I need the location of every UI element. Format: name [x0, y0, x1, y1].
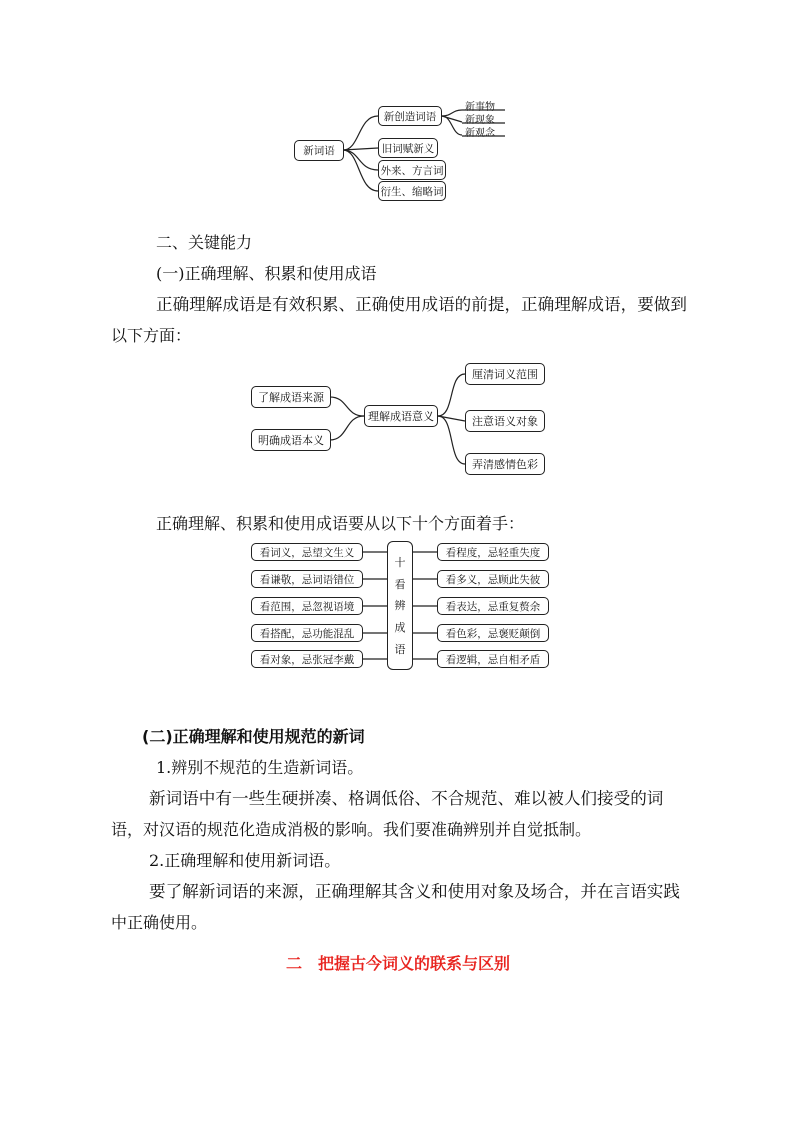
paragraph-usage-line2: 中正确使用。 [111, 913, 208, 932]
diagram3-center-char: 语 [394, 643, 406, 657]
diagram1-sub: 新观念 [465, 128, 495, 139]
subheading-new-words: (二)正确理解和使用规范的新词 [142, 727, 365, 746]
diagram3-left-item: 看词义，忌望文生义 [251, 543, 363, 561]
diagram1-sub: 新事物 [465, 102, 495, 113]
diagram3-left-item: 看范围，忌忽视语境 [251, 597, 363, 615]
diagram3-center-char: 辨 [394, 599, 406, 613]
diagram3-right-item: 看色彩，忌褒贬颠倒 [437, 624, 549, 642]
paragraph-usage-line1: 要了解新词语的来源，正确理解其含义和使用对象及场合，并在言语实践 [149, 882, 680, 901]
list-item-2: 2.正确理解和使用新词语。 [149, 851, 341, 870]
diagram2-right: 注意语义对象 [465, 410, 545, 432]
diagram3-right-item: 看表达，忌重复赘余 [437, 597, 549, 615]
diagram1-branch: 衍生、缩略词 [378, 181, 446, 201]
diagram2-left: 了解成语来源 [251, 386, 331, 408]
subheading-idioms: (一)正确理解、积累和使用成语 [156, 264, 377, 283]
paragraph-new-words-line1: 新词语中有一些生硬拼凑、格调低俗、不合规范、难以被人们接受的词 [149, 789, 664, 808]
diagram3-right-item: 看程度，忌轻重失度 [437, 543, 549, 561]
paragraph-idioms-line2: 以下方面： [111, 326, 192, 345]
diagram3-center-char: 十 [394, 555, 406, 569]
paragraph-new-words-line2: 语，对汉语的规范化造成消极的影响。我们要准确辨别并自觉抵制。 [111, 820, 592, 839]
diagram1-root: 新词语 [294, 140, 344, 161]
diagram2-right: 厘清词义范围 [465, 363, 545, 385]
list-item-1: 1.辨别不规范的生造新词语。 [156, 758, 364, 777]
section-title: 二 把握古今词义的联系与区别 [286, 954, 511, 973]
diagram3-center-char: 成 [394, 621, 406, 635]
diagram3-right-item: 看逻辑，忌自相矛盾 [437, 650, 549, 668]
diagram3-right-item: 看多义，忌顾此失彼 [437, 570, 549, 588]
diagram3-center-char: 看 [394, 577, 406, 591]
diagram3-left-item: 看对象，忌张冠李戴 [251, 650, 363, 668]
heading-key-ability: 二、关键能力 [156, 233, 253, 252]
diagram1-branch: 外来、方言词 [378, 160, 446, 180]
diagram1-sub: 新现象 [465, 115, 495, 126]
diagram1-branch: 新创造词语 [378, 106, 442, 126]
diagram1-branch: 旧词赋新义 [378, 138, 438, 158]
diagram3-left-item: 看搭配，忌功能混乱 [251, 624, 363, 642]
diagram3-center [387, 541, 413, 670]
diagram2-left: 明确成语本义 [251, 429, 331, 451]
diagram2-right: 弄清感情色彩 [465, 453, 545, 475]
paragraph-ten-aspects: 正确理解、积累和使用成语要从以下十个方面着手： [156, 514, 525, 533]
paragraph-idioms-line1: 正确理解成语是有效积累、正确使用成语的前提，正确理解成语，要做到 [156, 295, 687, 314]
diagram3-left-item: 看谦敬，忌词语错位 [251, 570, 363, 588]
diagram2-center: 理解成语意义 [364, 405, 438, 427]
